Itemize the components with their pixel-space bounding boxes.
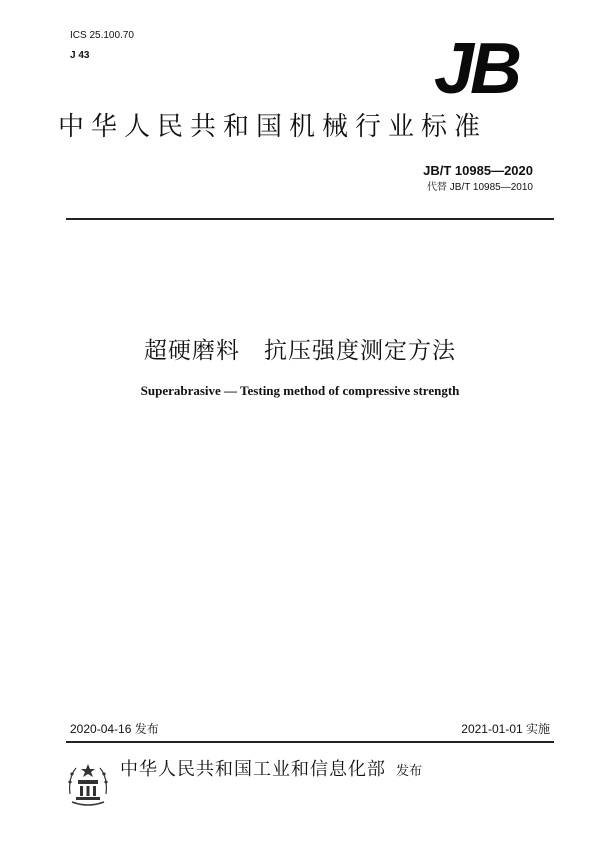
standard-type-title: 中华人民共和国机械行业标准: [58, 112, 488, 142]
publisher-name: 中华人民共和国工业和信息化部: [120, 759, 386, 780]
title-cn-part2: 抗压强度测定方法: [264, 338, 456, 364]
implementation-date: 2021-01-01 实施: [461, 722, 550, 736]
ministry-emblem-icon: [64, 758, 112, 808]
title-chinese: [0, 336, 600, 366]
jb-logo: JB: [433, 29, 518, 109]
replaces-standard: 代替 JB/T 10985—2010: [427, 182, 533, 193]
ics-code: ICS 25.100.70: [70, 30, 134, 41]
header-divider: [66, 218, 554, 220]
standard-code: JB/T 10985—2020: [423, 163, 533, 178]
publisher-action: 发布: [396, 764, 423, 779]
footer-divider: [66, 741, 554, 743]
classification-code: J 43: [70, 50, 90, 61]
title-english: Superabrasive — Testing method of compressive strength: [140, 383, 460, 398]
title-cn-part1: 超硬磨料: [144, 338, 240, 364]
publisher-line: [120, 758, 422, 784]
issue-date: 2020-04-16 发布: [70, 722, 159, 736]
